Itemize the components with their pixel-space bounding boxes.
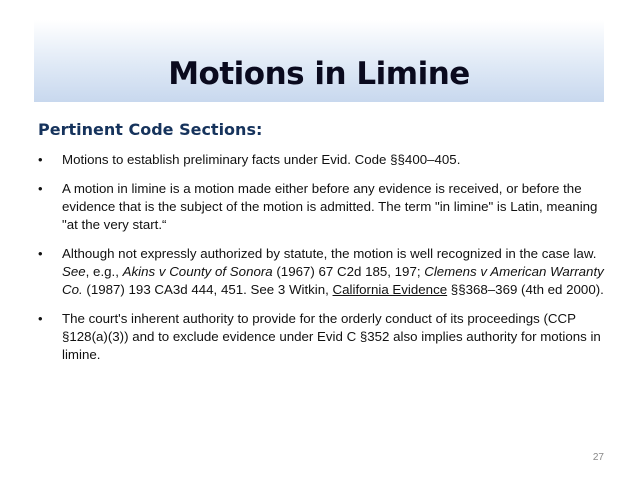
bullet-text — [62, 180, 608, 234]
bullet-marker: • — [38, 246, 43, 261]
text-run: §§368–369 (4th ed 2000). — [447, 282, 604, 297]
underlined-text: California Evidence — [332, 282, 448, 297]
italic-text: See — [62, 264, 86, 279]
bullet-item — [38, 180, 608, 234]
bullet-text — [62, 151, 608, 169]
text-run: Although not expressly authorized by statute, the motion is well recognized in the case law. — [62, 246, 597, 261]
bullet-item — [38, 245, 608, 299]
text-run: , e.g., — [85, 264, 123, 279]
bullet-item — [38, 151, 608, 169]
text-run: The court's inherent authority to provide for the orderly conduct of its proceedings (CCP §128(a)(3)) and to exclude evidence under Evid C §352 also implies authority for motions in limine. — [62, 311, 601, 362]
bullet-text — [62, 245, 608, 299]
slide-title: Motions in Limine — [168, 56, 470, 92]
italic-text: Clemens v American Warranty Co. — [62, 264, 604, 297]
bullet-item — [38, 310, 608, 364]
page-number: 27 — [592, 452, 604, 463]
bullet-marker: • — [38, 311, 43, 326]
bullet-text — [62, 310, 608, 364]
text-run: (1967) 67 C2d 185, 197; — [272, 264, 425, 279]
title-band — [34, 20, 604, 102]
section-subheading: Pertinent Code Sections: — [38, 120, 263, 139]
text-run: Motions to establish preliminary facts under Evid. Code §§400–405. — [62, 152, 461, 167]
italic-text: Akins v County of Sonora — [122, 264, 273, 279]
text-run: (1987) 193 CA3d 444, 451. See 3 Witkin, — [82, 282, 333, 297]
bullet-marker: • — [38, 181, 43, 196]
text-run: A motion in limine is a motion made either before any evidence is received, or before the evidence that is the subject of the motion is admitted. The term "in limine" is Latin, meaning "at the very start.“ — [62, 181, 598, 232]
bullet-list — [38, 151, 608, 364]
bullet-marker: • — [38, 152, 43, 167]
